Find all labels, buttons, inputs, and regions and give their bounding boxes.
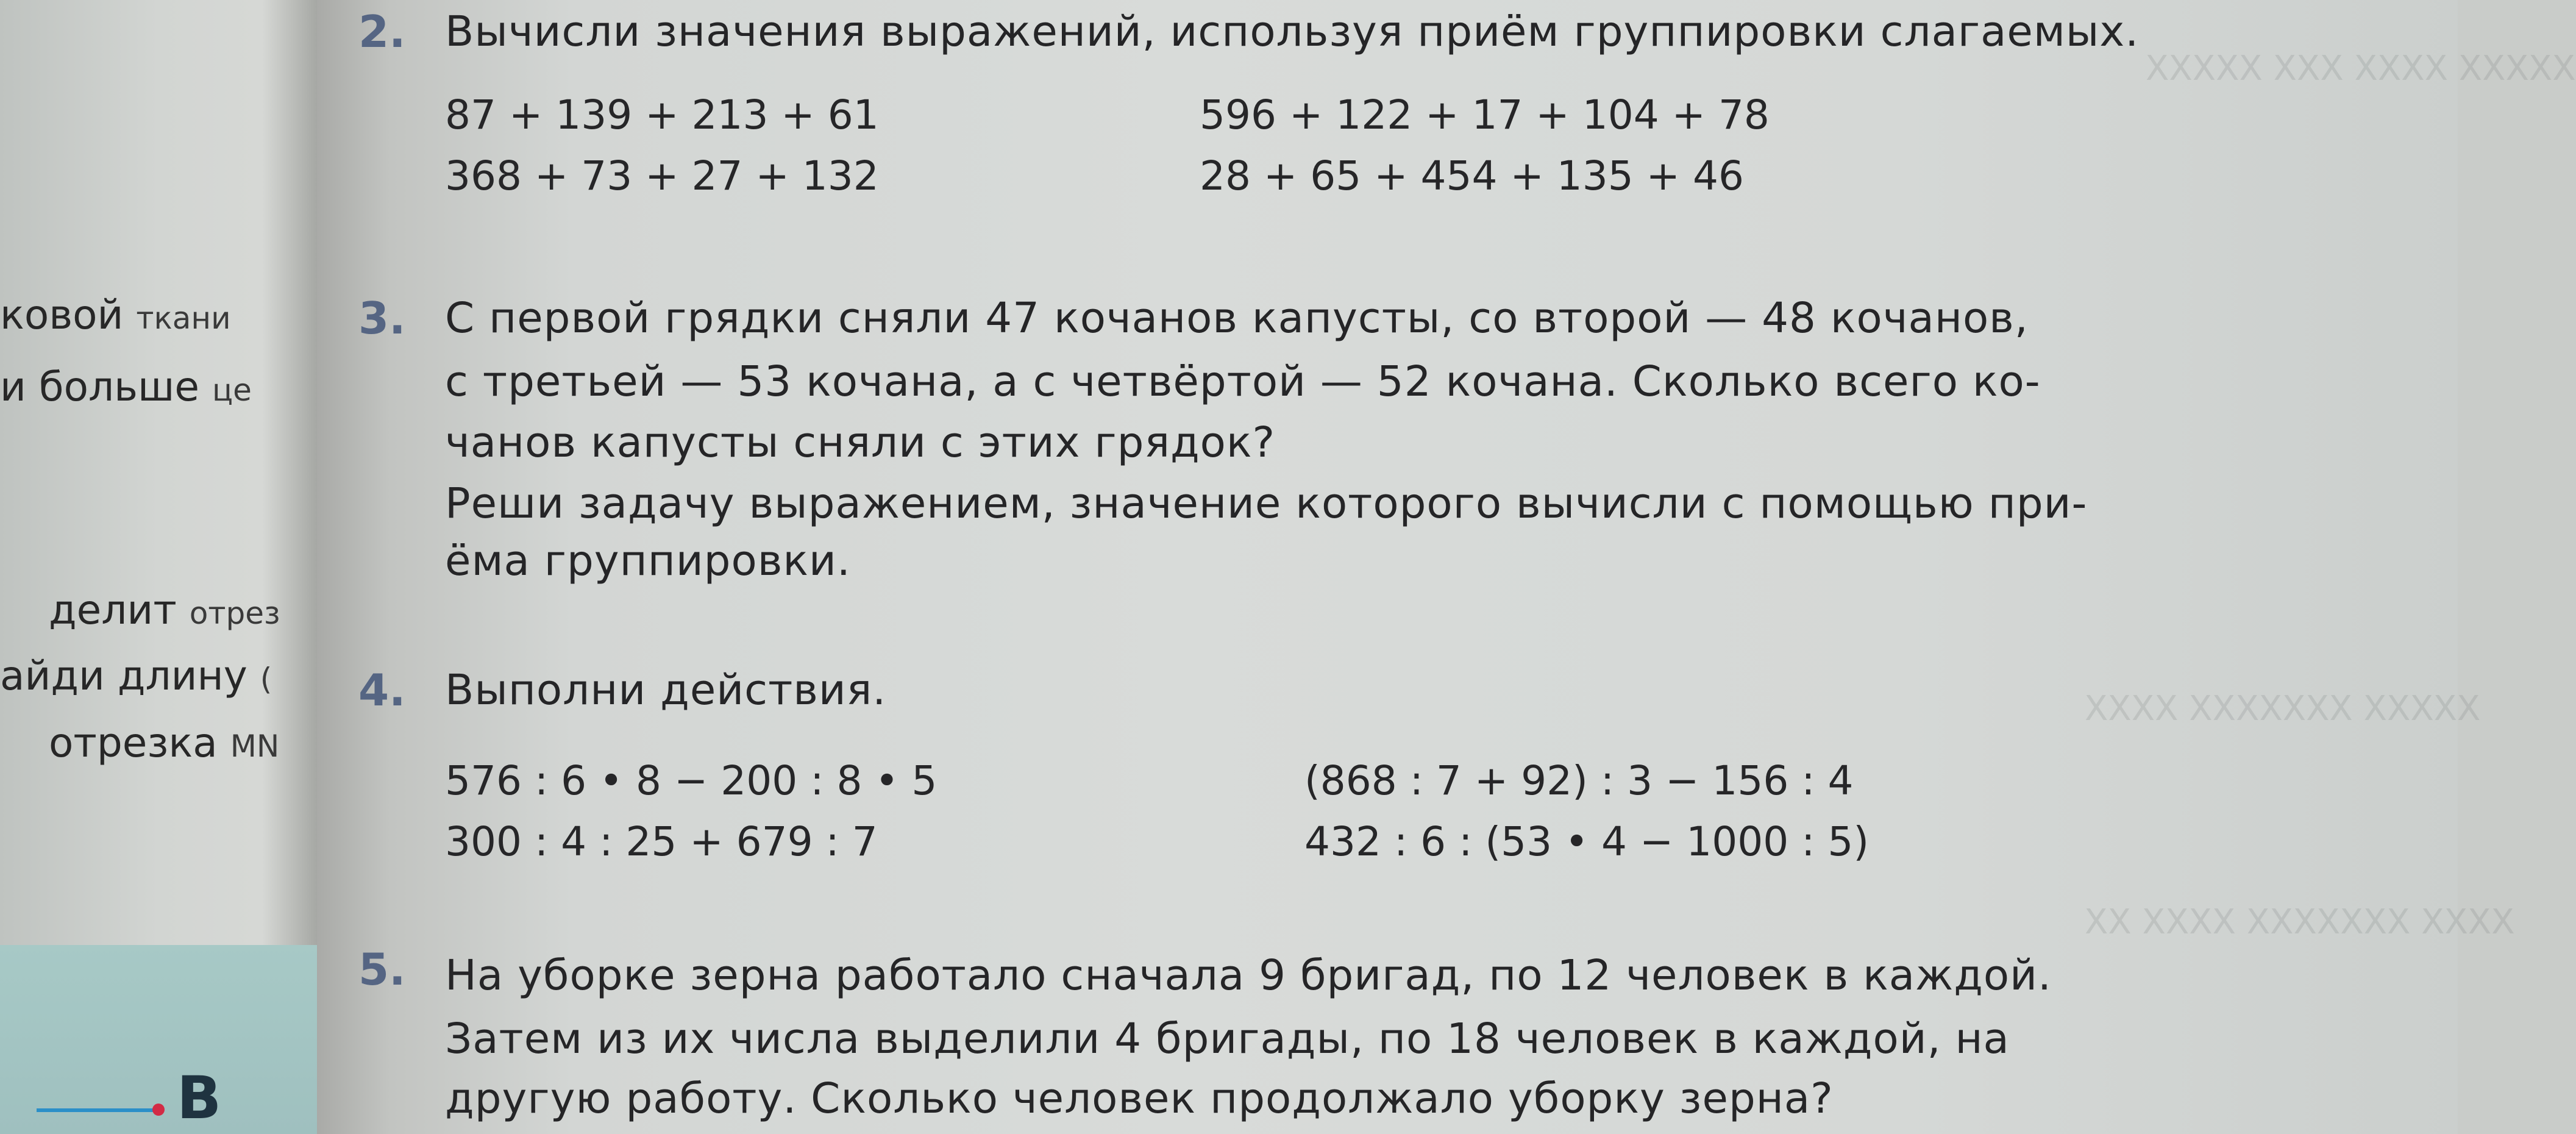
task-3-number: 3. [358,293,406,344]
task-4-expression: (868 : 7 + 92) : 3 − 156 : 4 [1304,757,1854,804]
task-5-number: 5. [358,944,406,995]
task-2-expression: 368 + 73 + 27 + 132 [445,152,879,199]
left-page [0,0,317,1134]
show-through-decoration: ХХХХ ХХХХХХХ ХХХХ ХХ [2085,902,2515,942]
left-page-line [49,719,279,766]
task-3-line: Реши задачу выражением, значение которого вычисли с помощью при- [445,479,2088,528]
left-line-main: и больше [0,363,200,410]
task-3-line: ёма группировки. [445,537,851,585]
left-line-small: ткани [136,301,231,336]
task-5-line: На уборке зерна работало сначала 9 бригад, по 12 человек в каждой. [445,951,2052,1000]
task-3-line: чанов капусты сняли с этих грядок? [445,418,1276,467]
task-5-line: другую работу. Сколько человек продолжало уборку зерна? [445,1074,1834,1123]
left-page-line [0,291,231,338]
left-page-line [0,652,272,699]
task-2-text: Вычисли значения выражений, используя приём группировки слагаемых. [445,7,2140,56]
task-2-number: 2. [358,6,406,57]
show-through-decoration: ХХХХХ ХХХХ ХХХ ХХХХХ [2146,49,2576,88]
task-2-expression: 28 + 65 + 454 + 135 + 46 [1200,152,1744,199]
task-2-expression: 87 + 139 + 213 + 61 [445,91,879,138]
left-line-main: отрезка [49,719,218,766]
left-line-small: MN [230,729,280,764]
left-line-small: отрез [189,596,280,631]
task-3-line: С первой грядки сняли 47 кочанов капусты, со второй — 48 кочанов, [445,294,2029,343]
left-page-corner-letter: В [177,1064,222,1132]
task-2-expression: 596 + 122 + 17 + 104 + 78 [1200,91,1770,138]
left-line-small: ( [260,661,272,697]
task-5-line: Затем из их числа выделили 4 бригады, по 18 человек в каждой, на [445,1015,2010,1063]
task-4-number: 4. [358,665,406,716]
left-page-line [49,587,280,633]
show-through-decoration: ХХХХХ ХХХХХХХ ХХХХ [2085,689,2481,729]
task-3-line: с третьей — 53 кочана, а с четвёртой — 52 кочана. Сколько всего ко- [445,357,2041,406]
left-line-main: айди длину [0,652,247,699]
left-line-main: делит [49,587,177,633]
left-line-main: ковой [0,291,124,338]
left-page-red-dot [152,1104,165,1116]
task-4-expression: 432 : 6 : (53 • 4 − 1000 : 5) [1304,818,1870,865]
left-page-blue-line [37,1108,158,1112]
left-page-line [0,363,252,410]
task-4-text: Выполни действия. [445,666,887,715]
left-line-small: це [212,373,252,408]
task-4-expression: 300 : 4 : 25 + 679 : 7 [445,818,878,865]
task-4-expression: 576 : 6 • 8 − 200 : 8 • 5 [445,757,938,804]
